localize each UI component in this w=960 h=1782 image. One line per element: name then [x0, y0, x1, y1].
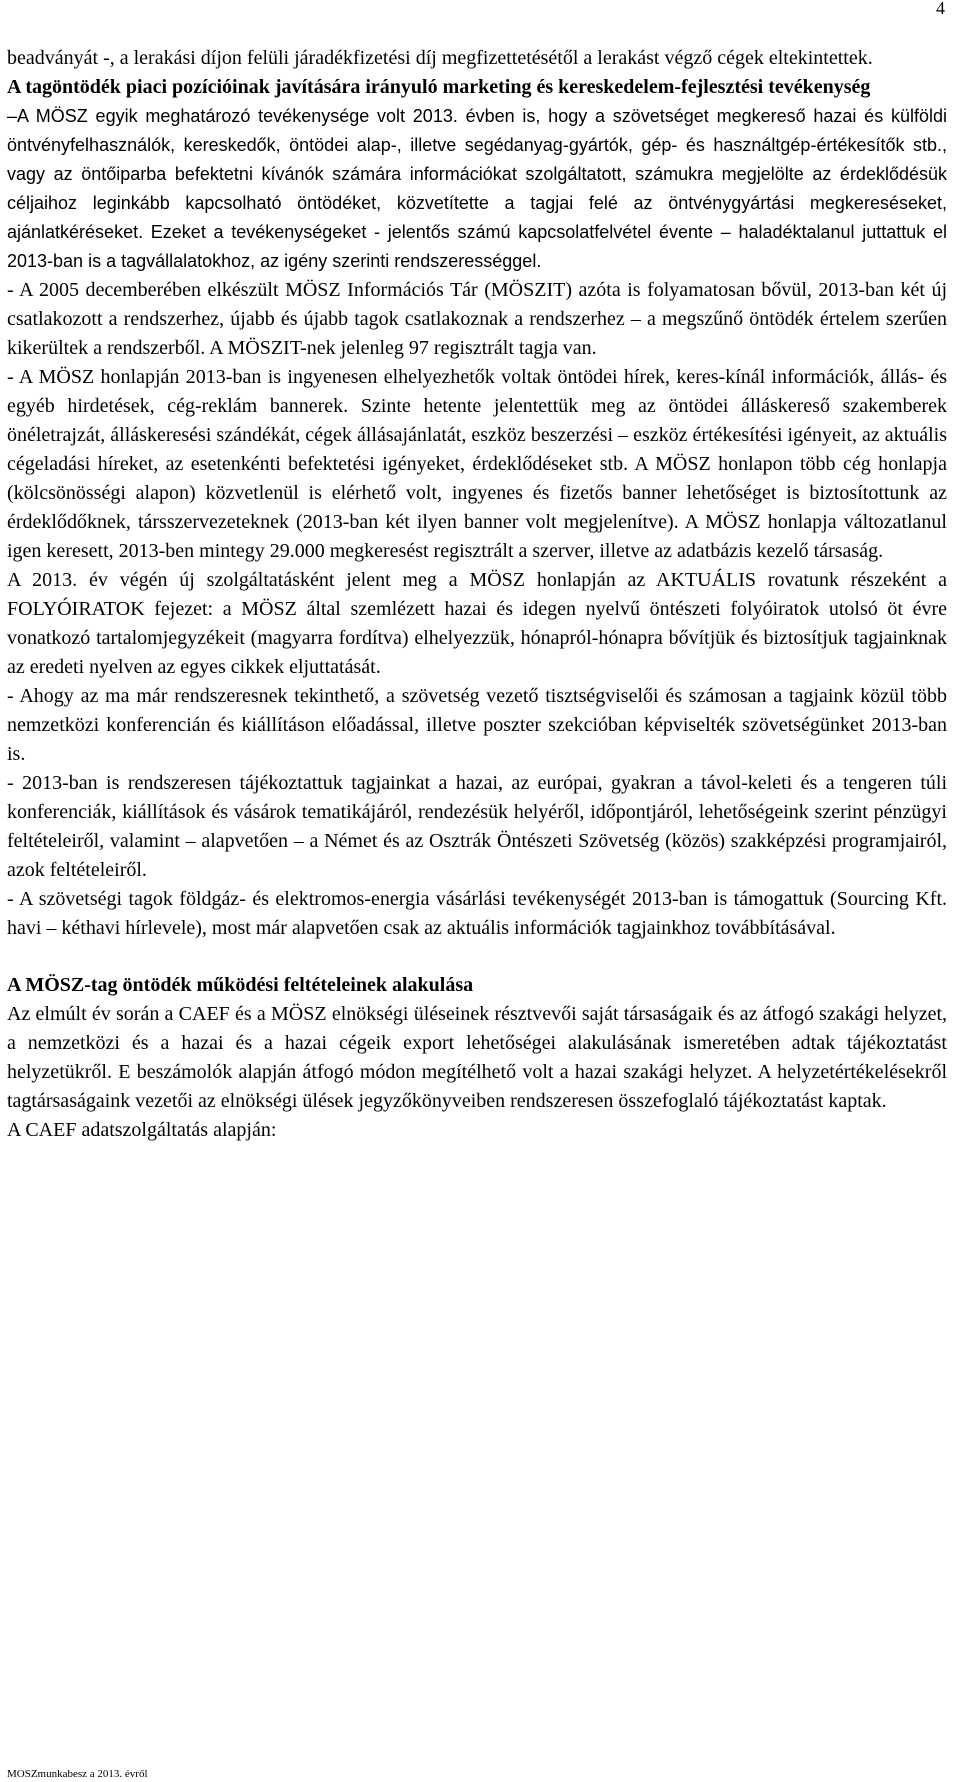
paragraph-website: - A MÖSZ honlapján 2013-ban is ingyenesen elhelyezhetők voltak öntödei hírek, keres-kínál információk, állás- és egyéb hirdetések, cég-reklám bannerek. Szinte hetente jelentettük meg az öntödei álláskereső szakemberek önéletrajzát, álláskeresési szándékát, cégek állásajánlatát, eszköz beszerzési – eszköz értékesítési igényeit, az aktuális cégeladási híreket, az esetenkénti befektetési igényeket, érdeklődéseket stb. A MÖSZ honlapon több cég honlapja (kölcsönösségi alapon) közvetlenül is elérhető volt, ingyenes és fizetős banner lehetőséget is biztosítottunk az érdeklődőknek, társszervezeteknek (2013-ban két ilyen banner volt megjelenítve). A MÖSZ honlapja változatlanul igen keresett, 2013-ben mintegy 29.000 megkeresést regisztrált a szerver, illetve az adatbázis kezelő társaság. [7, 366, 947, 562]
document-body [7, 44, 947, 1145]
intro-paragraph: beadványát -, a lerakási díjon felüli járadékfizetési díj megfizettetésétől a lerakást végző cégek eltekintettek. [7, 47, 873, 69]
paragraph-caef: Az elmúlt év során a CAEF és a MÖSZ elnökségi üléseinek résztvevői saját társaságaik és az átfogó szakági helyzet, a nemzetközi és a hazai és a hazai cégeik export lehetőségei alakulásának ismeretében adtak tájékoztatást helyzetükről. E beszámolók alapján átfogó módon megítélhető volt a hazai szakági helyzet. A helyzetértékelésekről tagtársaságaink vezetői az elnökségi ülések jegyzőkönyveiben rendszeresen összefoglaló tájékoztatást kaptak. [7, 1003, 947, 1112]
section-heading-conditions: A MÖSZ-tag öntödék működési feltételeinek alakulása [7, 974, 474, 996]
section-heading-marketing: A tagöntödék piaci pozícióinak javítására irányuló marketing és kereskedelem-fejlesztési tevékenység [7, 76, 871, 98]
paragraph-journals: A 2013. év végén új szolgáltatásként jelent meg a MÖSZ honlapján az AKTUÁLIS rovatunk részeként a FOLYÓIRATOK fejezet: a MÖSZ által szemlézett hazai és idegen nyelvű öntészeti folyóiratok utolsó öt évre vonatkozó tartalomjegyzékeit (magyarra fordítva) elhelyezzük, hónapról-hónapra bővítjük és biztosítjuk tagjainknak az eredeti nyelven az egyes cikkek eljuttatását. [7, 569, 947, 678]
paragraph-conferences: - Ahogy az ma már rendszeresnek tekinthető, a szövetség vezető tisztségviselői és számosan a tagjaink közül több nemzetközi konferencián és kiállításon előadással, illetve poszter szekcióban képviselték szövetségünket 2013-ban is. [7, 685, 947, 765]
page-number: 4 [936, 0, 945, 18]
paragraph-energy: - A szövetségi tagok földgáz- és elektromos-energia vásárlási tevékenységét 2013-ban is támogattuk (Sourcing Kft. havi – kéthavi hírlevele), most már alapvetően csak az aktuális információk tagjainkhoz továbbításával. [7, 888, 947, 939]
paragraph-caef-data: A CAEF adatszolgáltatás alapján: [7, 1119, 277, 1141]
paragraph-inquiries: –A MÖSZ egyik meghatározó tevékenysége volt 2013. évben is, hogy a szövetséget megkereső hazai és külföldi öntvényfelhasználók, kereskedők, öntödei alap-, illetve segédanyag-gyártók, gép- és használtgép-értékesítők stb., vagy az öntőiparba befektetni kívánók számára információkat szolgáltatott, számukra megjelölte az érdeklődésük céljaihoz leginkább kapcsolható öntödéket, közvetítette a tagjai felé az öntvénygyártási megkereséseket, ajánlatkéréseket. Ezeket a tevékenységeket - jelentős számú kapcsolatfelvétel évente – haladéktalanul juttattuk el 2013-ban is a tagvállalatokhoz, az igény szerinti rendszerességgel. [7, 106, 947, 271]
paragraph-moszit: - A 2005 decemberében elkészült MÖSZ Információs Tár (MÖSZIT) azóta is folyamatosan bővül, 2013-ban két új csatlakozott a rendszerhez, újabb és újabb tagok csatlakoznak a rendszerhez – a megszűnő öntödék értelem szerűen kikerültek a rendszerből. A MÖSZIT-nek jelenleg 97 regisztrált tagja van. [7, 279, 947, 359]
section-spacer [7, 943, 947, 971]
page-footer: MOSZmunkabesz a 2013. évről [7, 1768, 148, 1780]
paragraph-information: - 2013-ban is rendszeresen tájékoztattuk tagjainkat a hazai, az európai, gyakran a távol-keleti és a tengeren túli konferenciák, kiállítások és vásárok tematikájáról, rendezésük helyéről, időpontjáról, lehetőségeink szerint pénzügyi feltételeiről, valamint – alapvetően – a Német és az Osztrák Öntészeti Szövetség (közös) szakképzési programjairól, azok feltételeiről. [7, 772, 947, 881]
